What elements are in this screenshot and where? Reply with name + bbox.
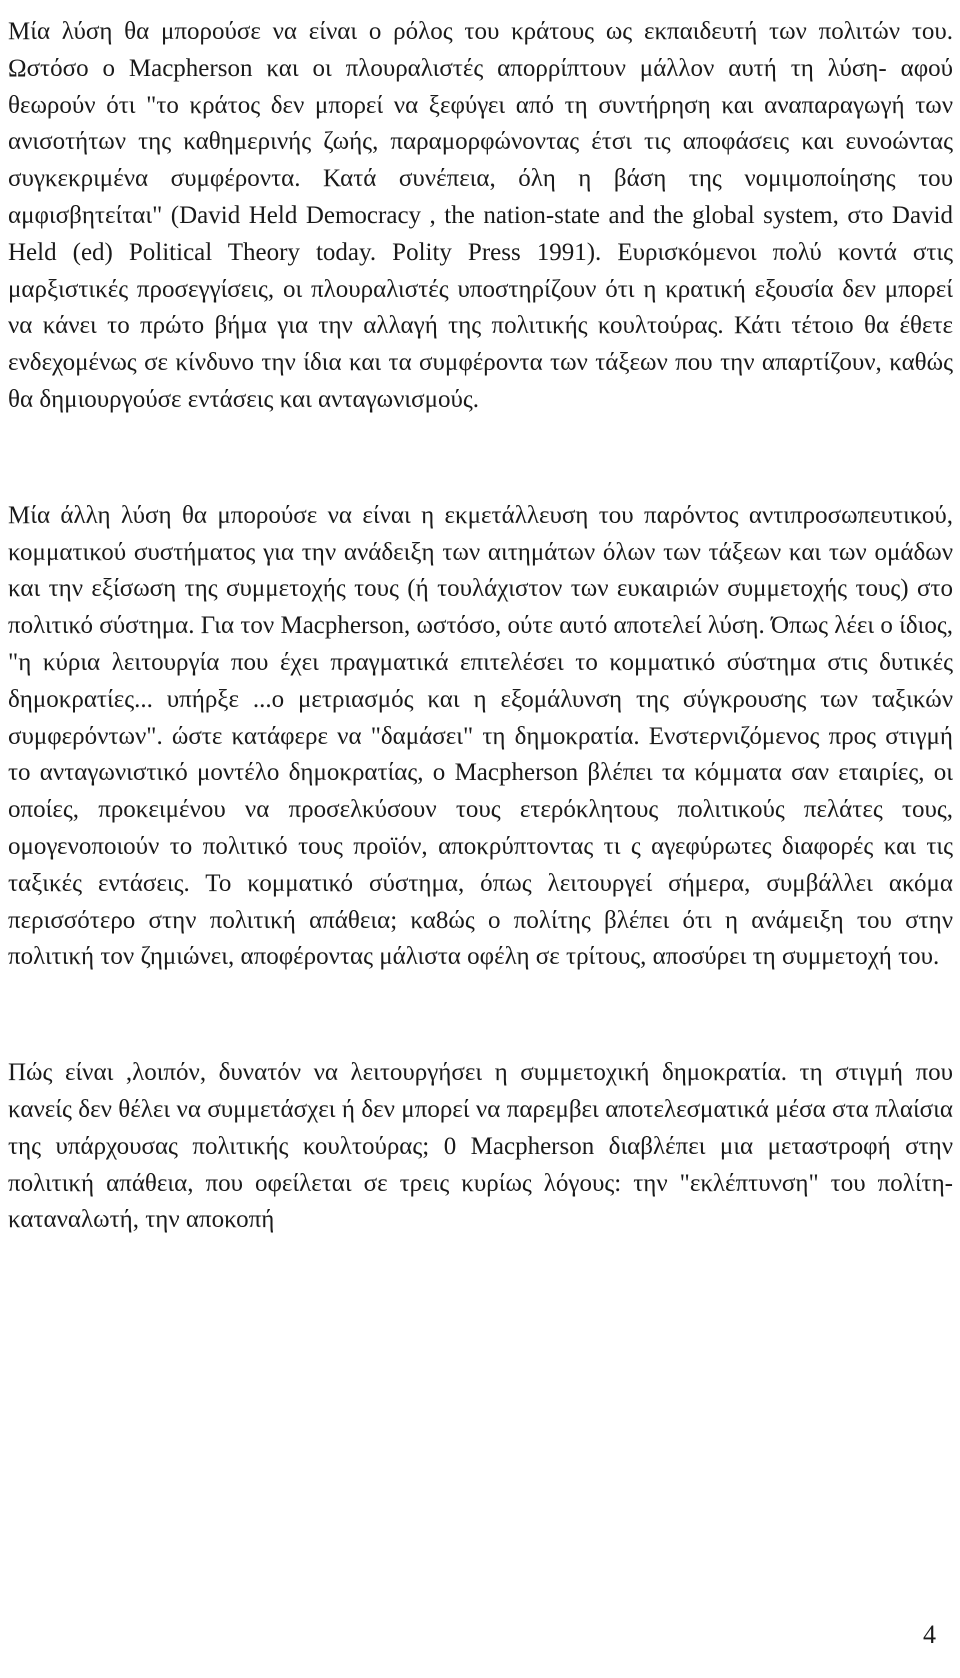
page-number: 4 [923, 1620, 936, 1649]
document-body [8, 14, 953, 1239]
paragraph-3: Πώς είναι ,λοιπόν, δυνατόν να λειτουργήσει η συμμετοχική δημοκρατία. τη στιγμή που κανείς δεν θέλει να συμμετάσχει ή δεν μπορεί να παρεμβει αποτελεσματικά μέσα στα πλαίσια της υπάρχουσας πολιτικής κουλτούρας; 0 Macpherson διαβλέπει μια μεταστροφή στην πολιτική απάθεια, που οφείλεται σε τρεις κυρίως λόγους: την "εκλέπτυνση" του πολίτη-καταναλωτή, την αποκοπή [8, 1059, 953, 1234]
paragraph-1: Μία λύση θα μπορούσε να είναι ο ρόλος του κράτους ως εκπαιδευτή των πολιτών του. Ωστόσο ο Macpherson και οι πλουραλιστές απορρίπτουν μάλλον αυτή τη λύση- αφού θεωρούν ότι "το κράτος δεν μπορεί να ξεφύγει από τη συντήρηση και αναπαραγωγή των ανισοτήτων της καθημερινής ζωής, παραμορφώνοντας έτσι τις αποφάσεις και ευνοώντας συγκεκριμένα συμφέροντα. Κατά συνέπεια, όλη η βάση της νομιμοποίησης του αμφισβητείται" (David Held Democracy , the nation-state and the global system, στο David Held (ed) Political Theory today. Polity Press 1991). Ευρισκόμενοι πολύ κοντά στις μαρξιστικές προσεγγίσεις, οι πλουραλιστές υποστηρίζουν ότι η κρατική εξουσία δεν μπορεί να κάνει το πρώτο βήμα για την αλλαγή της πολιτικής κουλτούρας. Κάτι τέτοιο θα έθετε ενδεχομένως σε κίνδυνο την ίδια και τα συμφέροντα των τάξεων που την απαρτίζουν, καθώς θα δημιουργούσε εντάσεις και ανταγωνισμούς. [8, 18, 953, 413]
paragraph-spacer [8, 419, 953, 498]
paragraph-spacer [8, 976, 953, 1055]
paragraph-2: Μία άλλη λύση θα μπορούσε να είναι η εκμετάλλευση του παρόντος αντιπροσωπευτικού, κομματικού συστήματος για την ανάδειξη των αιτημάτων όλων των τάξεων και των ομάδων και την εξίσωση της συμμετοχής τους (ή τουλάχιστον των ευκαιριών συμμετοχής τους) στο πολιτικό σύστημα. Για τον Macpherson, ωστόσο, ούτε αυτό αποτελεί λύση. Όπως λέει ο ίδιος, "η κύρια λειτουργία που έχει πραγματικά επιτελέσει το κομματικό σύστημα στις δυτικές δημοκρατίες... υπήρξε ...ο μετριασμός και η εξομάλυνση της σύγκρουσης των ταξικών συμφερόντων". ώστε κατάφερε να "δαμάσει" τη δημοκρατία. Ενστερνιζόμενος προς στιγμή το ανταγωνιστικό μοντέλο δημοκρατίας, ο Macpherson βλέπει τα κόμματα σαν εταιρίες, οι οποίες, προκειμένου να προσελκύσουν τους ετερόκλητους πολιτικούς πελάτες τους, ομογενοποιούν το πολιτικό τους προϊόν, αποκρύπτοντας τι ς αγεφύρωτες διαφορές και τις ταξικές εντάσεις. Το κομματικό σύστημα, όπως λειτουργεί σήμερα, συμβάλλει ακόμα περισσότερο στην πολιτική απάθεια; κα8ώς ο πολίτης βλέπει ότι η ανάμειξη του στην πολιτική τον ζημιώνει, αποφέροντας μάλιστα οφέλη σε τρίτους, αποσύρει τη συμμετοχή του. [8, 501, 953, 971]
